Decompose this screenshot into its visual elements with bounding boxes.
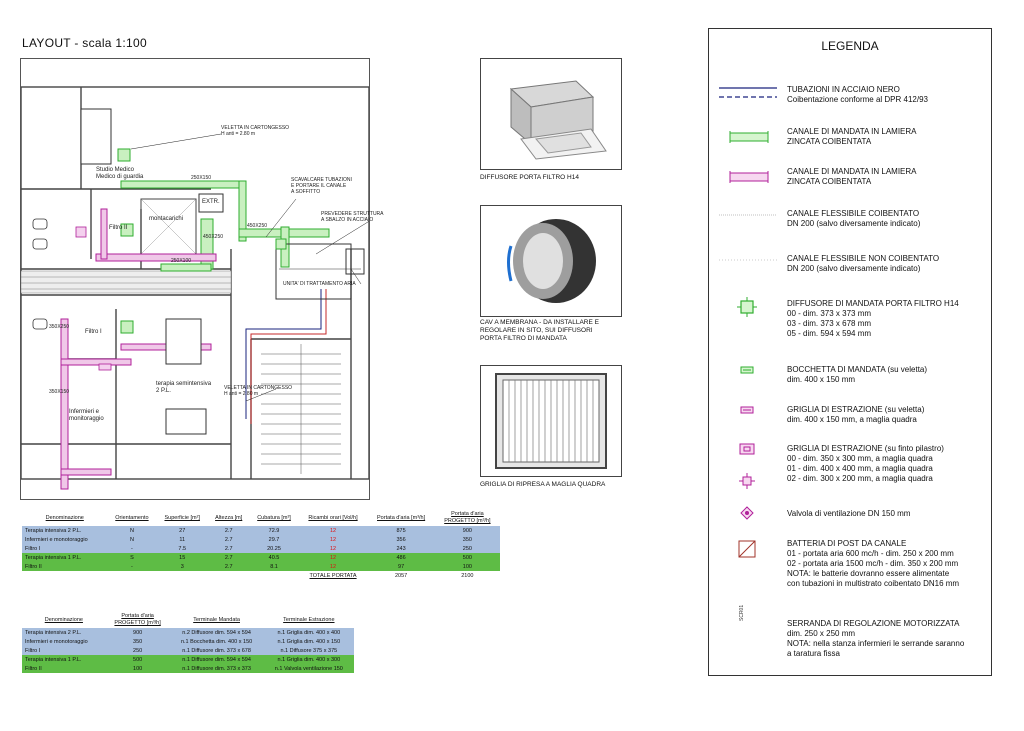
t1-header: Portata d'aria PROGETTO [m³/h] (435, 510, 500, 526)
table-row (22, 553, 500, 562)
t1-cell: N (107, 526, 156, 535)
label-dim-350x150: 350X150 (49, 389, 70, 395)
table-row (22, 637, 354, 646)
t1-cell: - (107, 562, 156, 571)
label-filtro-ii: Filtro II (109, 225, 128, 231)
t2-cell: Infermieri e monotoraggio (22, 637, 106, 646)
legend-item-flessibile-coib: CANALE FLESSIBILE COIBENTATO DN 200 (salvo diversamente indicato) (787, 209, 921, 228)
t1-cell: 11 (156, 535, 208, 544)
t1-cell: 12 (299, 553, 368, 562)
t2-cell: n.2 Diffusore dim. 594 x 594 (170, 628, 264, 637)
photo-diffusore (480, 58, 622, 170)
legend-item-diffusore: DIFFUSORE DI MANDATA PORTA FILTRO H14 00 - dim. 373 x 373 mm 03 - dim. 373 x 678 mm 05 - dim. 594 x 594 mm (787, 299, 959, 338)
t1-cell: 2.7 (208, 526, 249, 535)
vent-valve-icon (740, 506, 754, 520)
t1-cell: Terapia intensiva 1 P.L. (22, 553, 107, 562)
label-filtro-i: Filtro I (85, 329, 102, 335)
table-row (22, 646, 354, 655)
t1-cell: 875 (367, 526, 434, 535)
t1-cell: N (107, 535, 156, 544)
t1-cell: Terapia intensiva 2 P.L. (22, 526, 107, 535)
table-row (22, 655, 354, 664)
legend-item-valvola: Valvola di ventilazione DN 150 mm (787, 509, 911, 518)
t1-cell: 20.25 (249, 544, 298, 553)
legend-item-griglia-veletta: GRIGLIA DI ESTRAZIONE (su veletta) dim. 400 x 150 mm, a maglia quadra (787, 405, 925, 424)
t2-header: Terminale Mandata (170, 612, 264, 628)
t2-cell: Filtro II (22, 664, 106, 673)
damper-icon: SCR01 (739, 604, 745, 621)
t1-cell: 12 (299, 562, 368, 571)
table-row (22, 664, 354, 673)
label-montacarichi: montacarichi (149, 216, 184, 222)
label-studio-medico: Studio Medico Medico di guardia (96, 167, 144, 180)
layout-title: LAYOUT - scala 1:100 (22, 36, 147, 50)
legend-panel (708, 28, 992, 676)
table-total-row (22, 571, 500, 580)
t1-total-label: TOTALE PORTATA (309, 572, 357, 579)
t1-cell: 3 (156, 562, 208, 571)
caption-cav: CAV A MEMBRANA - DA INSTALLARE E REGOLARE IN SITO, SUI DIFFUSORI PORTA FILTRO DI MANDATA (480, 319, 599, 342)
t1-cell: 40.5 (249, 553, 298, 562)
green-duct-icon (729, 130, 769, 144)
photo-cav (480, 205, 622, 317)
legend-item-serranda: SERRANDA DI REGOLAZIONE MOTORIZZATA dim. 250 x 250 mm NOTA: nella stanza infermieri le serrande saranno a taratura fissa (787, 619, 965, 658)
t1-cell: 2.7 (208, 553, 249, 562)
table-row (22, 526, 500, 535)
extract-valve-small-icon (739, 473, 755, 489)
t1-cell: 900 (435, 526, 500, 535)
t1-cell: 12 (299, 535, 368, 544)
t1-cell: 12 (299, 526, 368, 535)
t2-cell: n.1 Diffusore dim. 373 x 373 (170, 664, 264, 673)
t1-header: Cubatura [m³] (249, 510, 298, 526)
t1-cell: 29.7 (249, 535, 298, 544)
floor-plan-drawing (21, 59, 369, 499)
t1-cell: 8.1 (249, 562, 298, 571)
t1-cell: 12 (299, 544, 368, 553)
legend-item-batteria: BATTERIA DI POST DA CANALE 01 - portata aria 600 mc/h - dim. 250 x 200 mm 02 - portata aria 1500 mc/h - dim. 350 x 200 mm NOTA: le batterie dovranno essere alimentate con tubazioni in multistrato coibentato DN16 mm (787, 539, 960, 588)
t2-cell: 100 (106, 664, 170, 673)
t2-cell: 500 (106, 655, 170, 664)
t1-cell: 243 (367, 544, 434, 553)
t2-header: Denominazione (22, 612, 106, 628)
legend-item-tubazioni: TUBAZIONI IN ACCIAIO NERO Coibentazione conforme al DPR 412/93 (787, 85, 928, 104)
t2-cell: n.1 Diffusore 375 x 375 (264, 646, 354, 655)
t2-cell: n.1 Diffusore dim. 594 x 594 (170, 655, 264, 664)
t1-cell: - (107, 544, 156, 553)
t1-header: Portata d'aria [m³/h] (367, 510, 434, 526)
label-terapia: terapia semintensiva 2 P.L. (156, 381, 212, 394)
label-infermieri: Infermieri e monitoraggio (69, 409, 104, 422)
t1-header: Ricambi orari [Vol/h] (299, 510, 368, 526)
t2-cell: Terapia intensiva 2 P.L. (22, 628, 106, 637)
label-dim-250x100: 250X100 (171, 258, 192, 264)
t1-cell: 27 (156, 526, 208, 535)
t2-cell: n.1 Bocchetta dim. 400 x 150 (170, 637, 264, 646)
t1-cell: 2.7 (208, 535, 249, 544)
photo-griglia (480, 365, 622, 477)
t2-header: Portata d'aria PROGETTO [m³/h] (106, 612, 170, 628)
table-row (22, 544, 500, 553)
label-veletta-1: VELETTA IN CARTONGESSO H anti = 2.80 m (221, 125, 290, 137)
label-scavalcare: SCAVALCARE TUBAZIONI E PORTARE IL CANALE A SOFFITTO (291, 177, 352, 195)
legend-item-flessibile-non-coib: CANALE FLESSIBILE NON COIBENTATO DN 200 (salvo diversamente indicato) (787, 254, 940, 273)
t1-cell: Infermieri e monotoraggio (22, 535, 107, 544)
t2-cell: 250 (106, 646, 170, 655)
label-dim-350x250: 350X250 (49, 324, 70, 330)
t2-cell: n.1 Griglia dim. 400 x 300 (264, 655, 354, 664)
extract-grille-icon (740, 405, 754, 415)
supply-grille-icon (740, 365, 754, 375)
t1-cell: 15 (156, 553, 208, 562)
t2-cell: n.1 Griglia dim. 400 x 400 (264, 628, 354, 637)
t1-cell: Filtro II (22, 562, 107, 571)
heater-battery-icon (738, 540, 756, 558)
caption-diffusore: DIFFUSORE PORTA FILTRO H14 (480, 174, 579, 181)
table-terminali (22, 612, 354, 673)
label-veletta-2: VELETTA IN CARTONGESSO H anti = 2.80 m (224, 385, 293, 397)
table-row (22, 535, 500, 544)
t1-cell: 356 (367, 535, 434, 544)
t1-cell: 97 (367, 562, 434, 571)
t1-cell: 100 (435, 562, 500, 571)
caption-griglia: GRIGLIA DI RIPRESA A MAGLIA QUADRA (480, 481, 606, 488)
t1-cell: 2.7 (208, 562, 249, 571)
t1-cell: 2.7 (208, 544, 249, 553)
t1-cell: 486 (367, 553, 434, 562)
t2-cell: n.1 Diffusore dim. 373 x 678 (170, 646, 264, 655)
table-row (22, 628, 354, 637)
legend-item-bocchetta: BOCCHETTA DI MANDATA (su veletta) dim. 400 x 150 mm (787, 365, 928, 384)
label-dim-250x150: 250X150 (191, 175, 212, 181)
t1-total-value: 2057 (394, 572, 408, 579)
legend-item-canale-magenta: CANALE DI MANDATA IN LAMIERA ZINCATA COIBENTATA (787, 167, 917, 186)
extract-grille-pillar-icon (739, 443, 755, 457)
t1-cell: Filtro I (22, 544, 107, 553)
label-dim-450x250-h: 450X250 (247, 223, 268, 229)
legend-item-canale-verde: CANALE DI MANDATA IN LAMIERA ZINCATA COIBENTATA (787, 127, 917, 146)
t2-cell: 350 (106, 637, 170, 646)
t2-cell: Terapia intensiva 1 P.L. (22, 655, 106, 664)
t1-cell: 72.9 (249, 526, 298, 535)
label-extr: EXTR. (202, 199, 220, 205)
pipe-line-icon (719, 85, 777, 101)
legend-item-griglia-pilastro: GRIGLIA DI ESTRAZIONE (su finto pilastro) 00 - dim. 350 x 300 mm, a maglia quadra 01 - dim. 400 x 400 mm, a maglia quadra 02 - dim. 300 x 200 mm, a maglia quadra (787, 444, 944, 483)
label-uta: UNITA' DI TRATTAMENTO ARIA (283, 281, 356, 287)
t1-total-project: 2100 (461, 572, 474, 579)
t1-header: Denominazione (22, 510, 107, 526)
floor-plan (20, 58, 384, 500)
t2-cell: n.1 Valvola ventilazione 150 (264, 664, 354, 673)
t2-cell: 900 (106, 628, 170, 637)
t1-cell: 7.5 (156, 544, 208, 553)
legend-title: LEGENDA (821, 39, 879, 53)
t1-cell: 350 (435, 535, 500, 544)
magenta-duct-icon (729, 170, 769, 184)
flex-duct-icon (719, 213, 777, 217)
flex-duct-bare-icon (719, 258, 777, 262)
t1-header: Orientamento (107, 510, 156, 526)
t1-header: Superficie [m²] (156, 510, 208, 526)
t1-cell: 250 (435, 544, 500, 553)
diffuser-icon (737, 297, 757, 317)
label-prevedere: PREVEDERE STRUTTURA A SBALZO IN ACCIAIO (321, 211, 384, 223)
label-dim-450x250-v: 450X250 (203, 234, 224, 240)
t2-header: Terminale Estrazione (264, 612, 354, 628)
t1-cell: 500 (435, 553, 500, 562)
t2-cell: n.1 Griglia dim. 400 x 150 (264, 637, 354, 646)
t1-cell: S (107, 553, 156, 562)
t1-header: Altezza [m] (208, 510, 249, 526)
table-portate (22, 510, 500, 580)
table-row (22, 562, 500, 571)
t2-cell: Filtro I (22, 646, 106, 655)
